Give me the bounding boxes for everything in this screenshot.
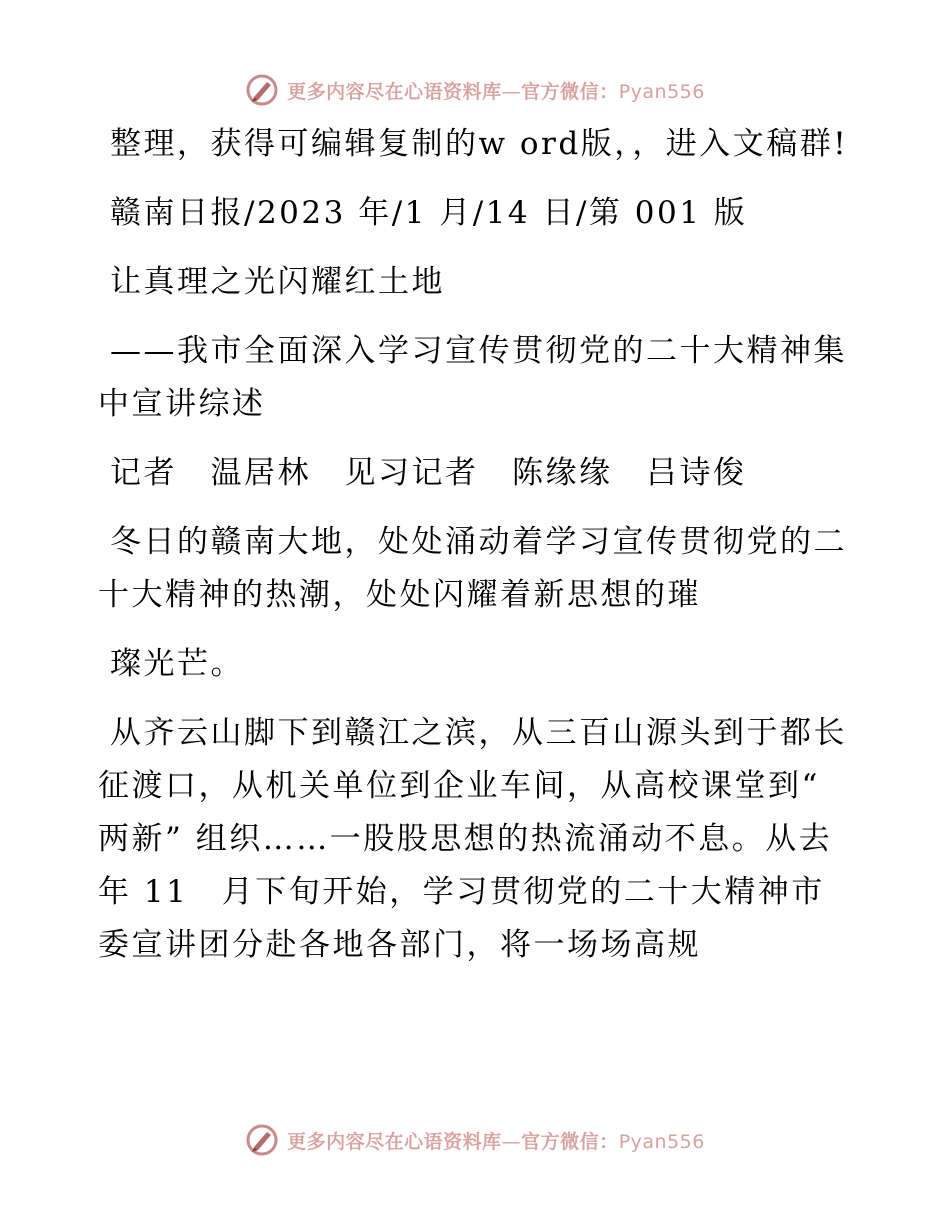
intro-paragraph: 整理，获得可编辑复制的w ord版，，进入文稿群! [110, 126, 849, 162]
source-line: 赣南日报/2023 年/1 月/14 日/第 001 版 [110, 195, 748, 231]
footer-watermark [0, 1120, 950, 1160]
article-title: 让真理之光闪耀红土地 [110, 264, 445, 300]
pen-logo-icon [245, 73, 279, 107]
body-paragraph: 璨光芒。 [110, 646, 244, 682]
watermark-text: 更多内容尽在心语资料库—官方微信：Pyan556 [287, 80, 705, 103]
body-paragraph: 从齐云山脚下到赣江之滨，从三百山源头到于都长征渡口，从机关单位到企业车间，从高校课堂到“ 两新” 组织……一股股思想的热流涌动不息。从去年 11 月下旬开始，学习贯彻党的二十大精神市委宣讲团分赴各地各部门，将一场场高规 [98, 715, 847, 963]
byline: 记者 温居林 见习记者 陈缘缘 吕诗俊 [110, 455, 747, 491]
body-paragraph: 冬日的赣南大地，处处涌动着学习宣传贯彻党的二十大精神的热潮，处处闪耀着新思想的璀 [98, 524, 847, 613]
pen-logo-icon [245, 1123, 279, 1157]
document-body [98, 118, 858, 988]
watermark-text: 更多内容尽在心语资料库—官方微信：Pyan556 [287, 1130, 705, 1153]
header-watermark [0, 70, 950, 110]
article-subtitle: ——我市全面深入学习宣传贯彻党的二十大精神集中宣讲综述 [98, 333, 847, 422]
